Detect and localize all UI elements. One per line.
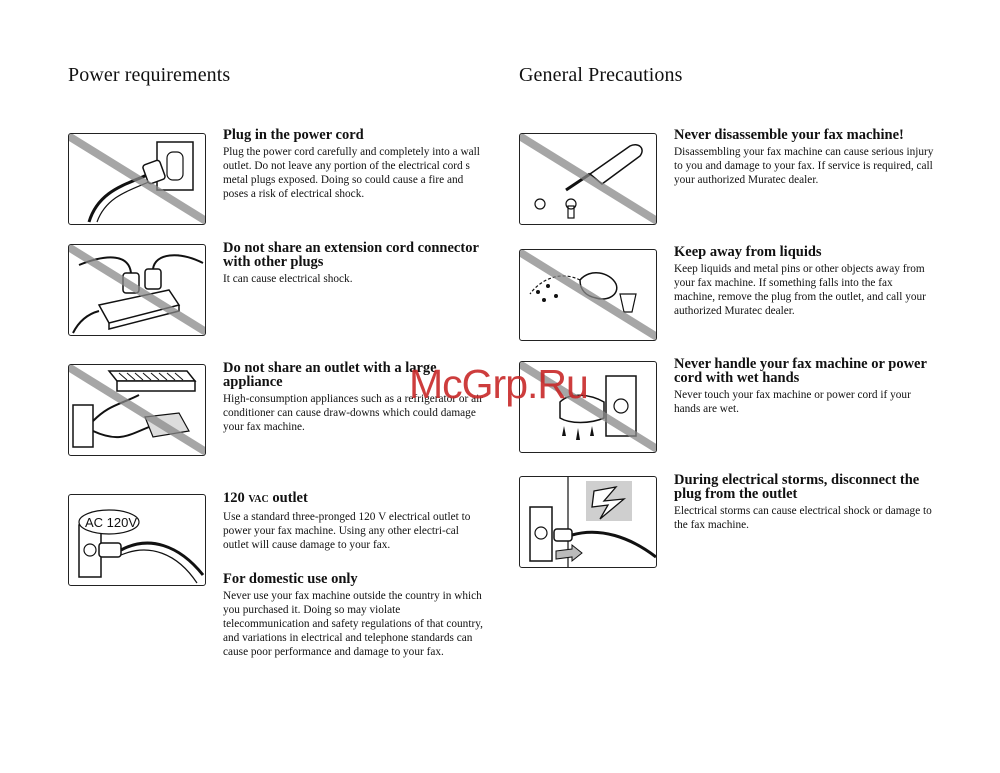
large-appliance-illustration <box>68 364 206 456</box>
power-requirements-heading: Power requirements <box>68 64 231 86</box>
general-precautions-heading: General Precautions <box>519 64 683 86</box>
item-extension-cord <box>223 241 485 286</box>
mcgrp-watermark: McGrp.Ru <box>409 361 588 407</box>
plug-in-cord-illustration <box>68 133 206 225</box>
item-title: Plug in the power cord <box>223 127 364 143</box>
item-body: High-consumption appliances such as a refrigerator or air conditioner can cause draw-downs which could damage your fax machine. <box>223 393 484 433</box>
electrical-storm-illustration <box>519 476 657 568</box>
item-body: Keep liquids and metal pins or other objects away from your fax machine. If something falls into the fax machine, remove the plug from the outlet, and call your authorized Muratec dealer. <box>674 263 926 317</box>
item-body: Never use your fax machine outside the country in which you purchased it. Doing so may violate telecommunication and safety regulations of that country, and variations in electrical and telephone standards can cause poor performance and damage to your fax. <box>223 590 483 658</box>
item-keep-away-liquids <box>674 245 936 318</box>
item-title: Do not share an outlet with a large appliance <box>223 360 437 390</box>
item-title: Do not share an extension cord connector with other plugs <box>223 240 479 270</box>
liquids-illustration <box>519 249 657 341</box>
item-never-disassemble <box>674 128 936 187</box>
item-title <box>223 491 485 507</box>
item-title: Never handle your fax machine or power cord with wet hands <box>674 356 927 386</box>
item-title: Keep away from liquids <box>674 244 822 260</box>
screwdriver-illustration <box>519 133 657 225</box>
item-domestic-use <box>223 572 485 659</box>
title-vac: VAC <box>248 494 269 505</box>
item-body: Disassembling your fax machine can cause serious injury to you and damage to your fax. If service is required, call your authorized Muratec dealer. <box>674 146 934 186</box>
item-title: During electrical storms, disconnect the plug from the outlet <box>674 472 920 502</box>
item-title: Never disassemble your fax machine! <box>674 127 904 143</box>
ac-120v-label: AC 120V <box>85 515 138 530</box>
ac-120v-outlet-illustration <box>68 494 206 586</box>
item-body: It can cause electrical shock. <box>223 273 353 285</box>
item-wet-hands <box>674 357 936 416</box>
extension-cord-illustration <box>68 244 206 336</box>
item-electrical-storms <box>674 473 936 532</box>
item-body: Use a standard three-pronged 120 V electrical outlet to power your fax machine. Using any other electri-cal outlet will cause damage to your fax. <box>223 511 471 551</box>
item-body: Plug the power cord carefully and completely into a wall outlet. Do not leave any portion of the electrical cord s metal plugs exposed. Doing so could cause a fire and poses a risk of electrical shock. <box>223 146 480 200</box>
item-body: Never touch your fax machine or power cord if your hands are wet. <box>674 389 911 415</box>
item-body: Electrical storms can cause electrical shock or damage to the fax machine. <box>674 505 932 531</box>
item-plug-in-power-cord <box>223 128 485 201</box>
title-suffix: outlet <box>268 490 308 506</box>
title-prefix: 120 <box>223 490 249 506</box>
item-title: For domestic use only <box>223 571 358 587</box>
item-120-vac-outlet <box>223 491 485 552</box>
